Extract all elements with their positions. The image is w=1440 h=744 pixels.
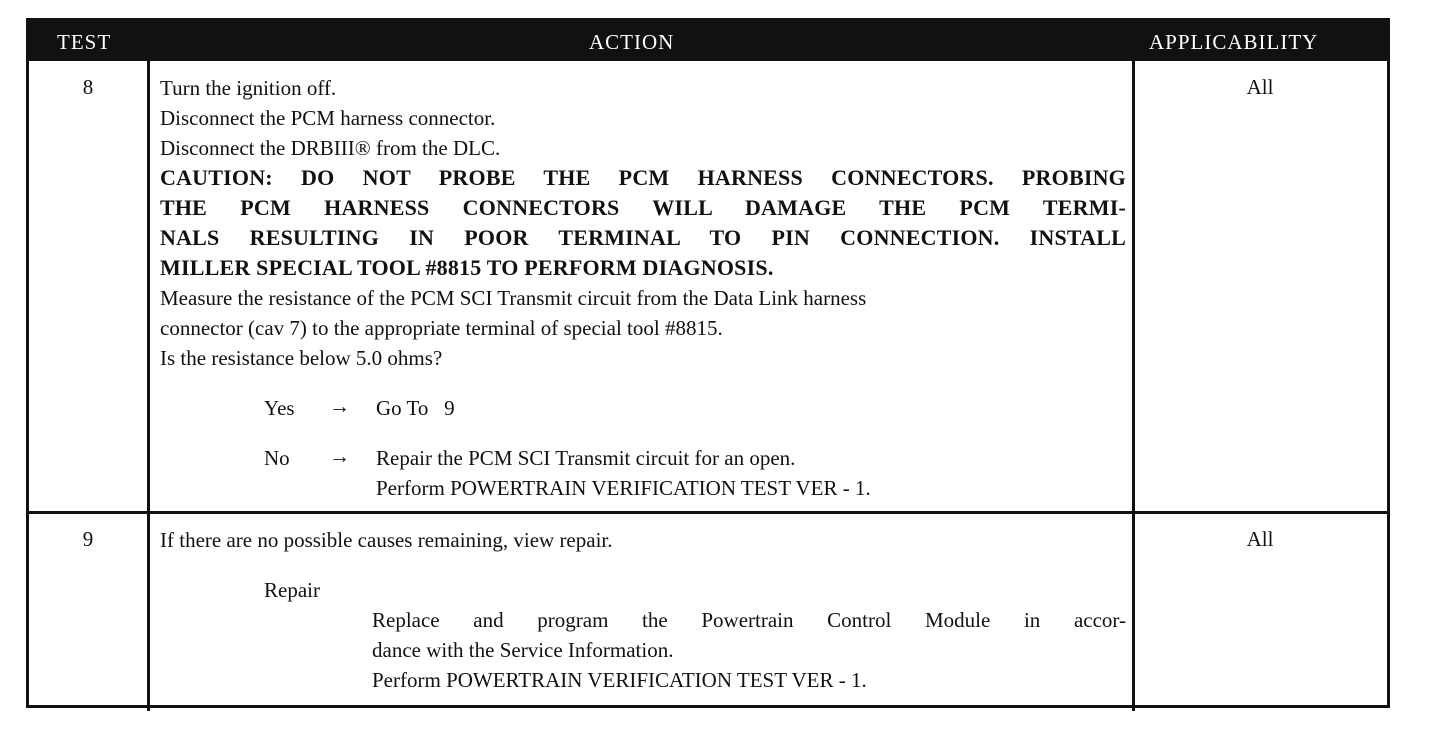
repair-line: Replace and program the Powertrain Control Module in accor- [372, 608, 1126, 632]
yes-arrow-icon: → [329, 394, 350, 418]
repair-label: Repair [264, 578, 320, 602]
repair-line: dance with the Service Information. [372, 638, 674, 662]
step-line: Disconnect the DRBIII® from the DLC. [160, 136, 501, 160]
measure-line: Is the resistance below 5.0 ohms? [160, 346, 443, 370]
caution-line: MILLER SPECIAL TOOL #8815 TO PERFORM DIAGNOSIS. [160, 255, 774, 280]
applicability-9: All [1246, 527, 1274, 551]
table-header [29, 21, 1387, 61]
diagnostic-table [26, 18, 1390, 708]
test-number-8: 8 [82, 75, 94, 99]
header-action: ACTION [589, 30, 675, 54]
step-line: Disconnect the PCM harness connector. [160, 106, 496, 130]
yes-label: Yes [264, 396, 295, 420]
yes-action: Go To 9 [376, 396, 455, 420]
step-line: Turn the ignition off. [160, 76, 337, 100]
applicability-8: All [1246, 75, 1274, 99]
column-divider-test [147, 61, 150, 711]
caution-line: THE PCM HARNESS CONNECTORS WILL DAMAGE THE PCM TERMI- [160, 195, 1126, 220]
measure-line: connector (cav 7) to the appropriate terminal of special tool #8815. [160, 316, 723, 340]
header-applicability: APPLICABILITY [1149, 30, 1319, 54]
no-arrow-icon: → [329, 444, 350, 468]
measure-line: Measure the resistance of the PCM SCI Transmit circuit from the Data Link harness [160, 286, 867, 310]
repair-line: Perform POWERTRAIN VERIFICATION TEST VER - 1. [372, 668, 867, 692]
intro-line: If there are no possible causes remaining, view repair. [160, 528, 613, 552]
no-action-line: Perform POWERTRAIN VERIFICATION TEST VER - 1. [376, 476, 871, 500]
row-divider [29, 511, 1387, 514]
test-number-9: 9 [82, 527, 94, 551]
column-divider-action [1132, 61, 1135, 711]
repair-instructions [372, 605, 1126, 695]
no-label: No [264, 446, 290, 470]
no-action-line: Repair the PCM SCI Transmit circuit for an open. [376, 446, 796, 470]
no-action [376, 443, 871, 503]
header-test: TEST [57, 30, 112, 54]
caution-line: NALS RESULTING IN POOR TERMINAL TO PIN CONNECTION. INSTALL [160, 225, 1126, 250]
action-cell-8 [160, 73, 1126, 373]
caution-line: CAUTION: DO NOT PROBE THE PCM HARNESS CONNECTORS. PROBING [160, 165, 1126, 190]
